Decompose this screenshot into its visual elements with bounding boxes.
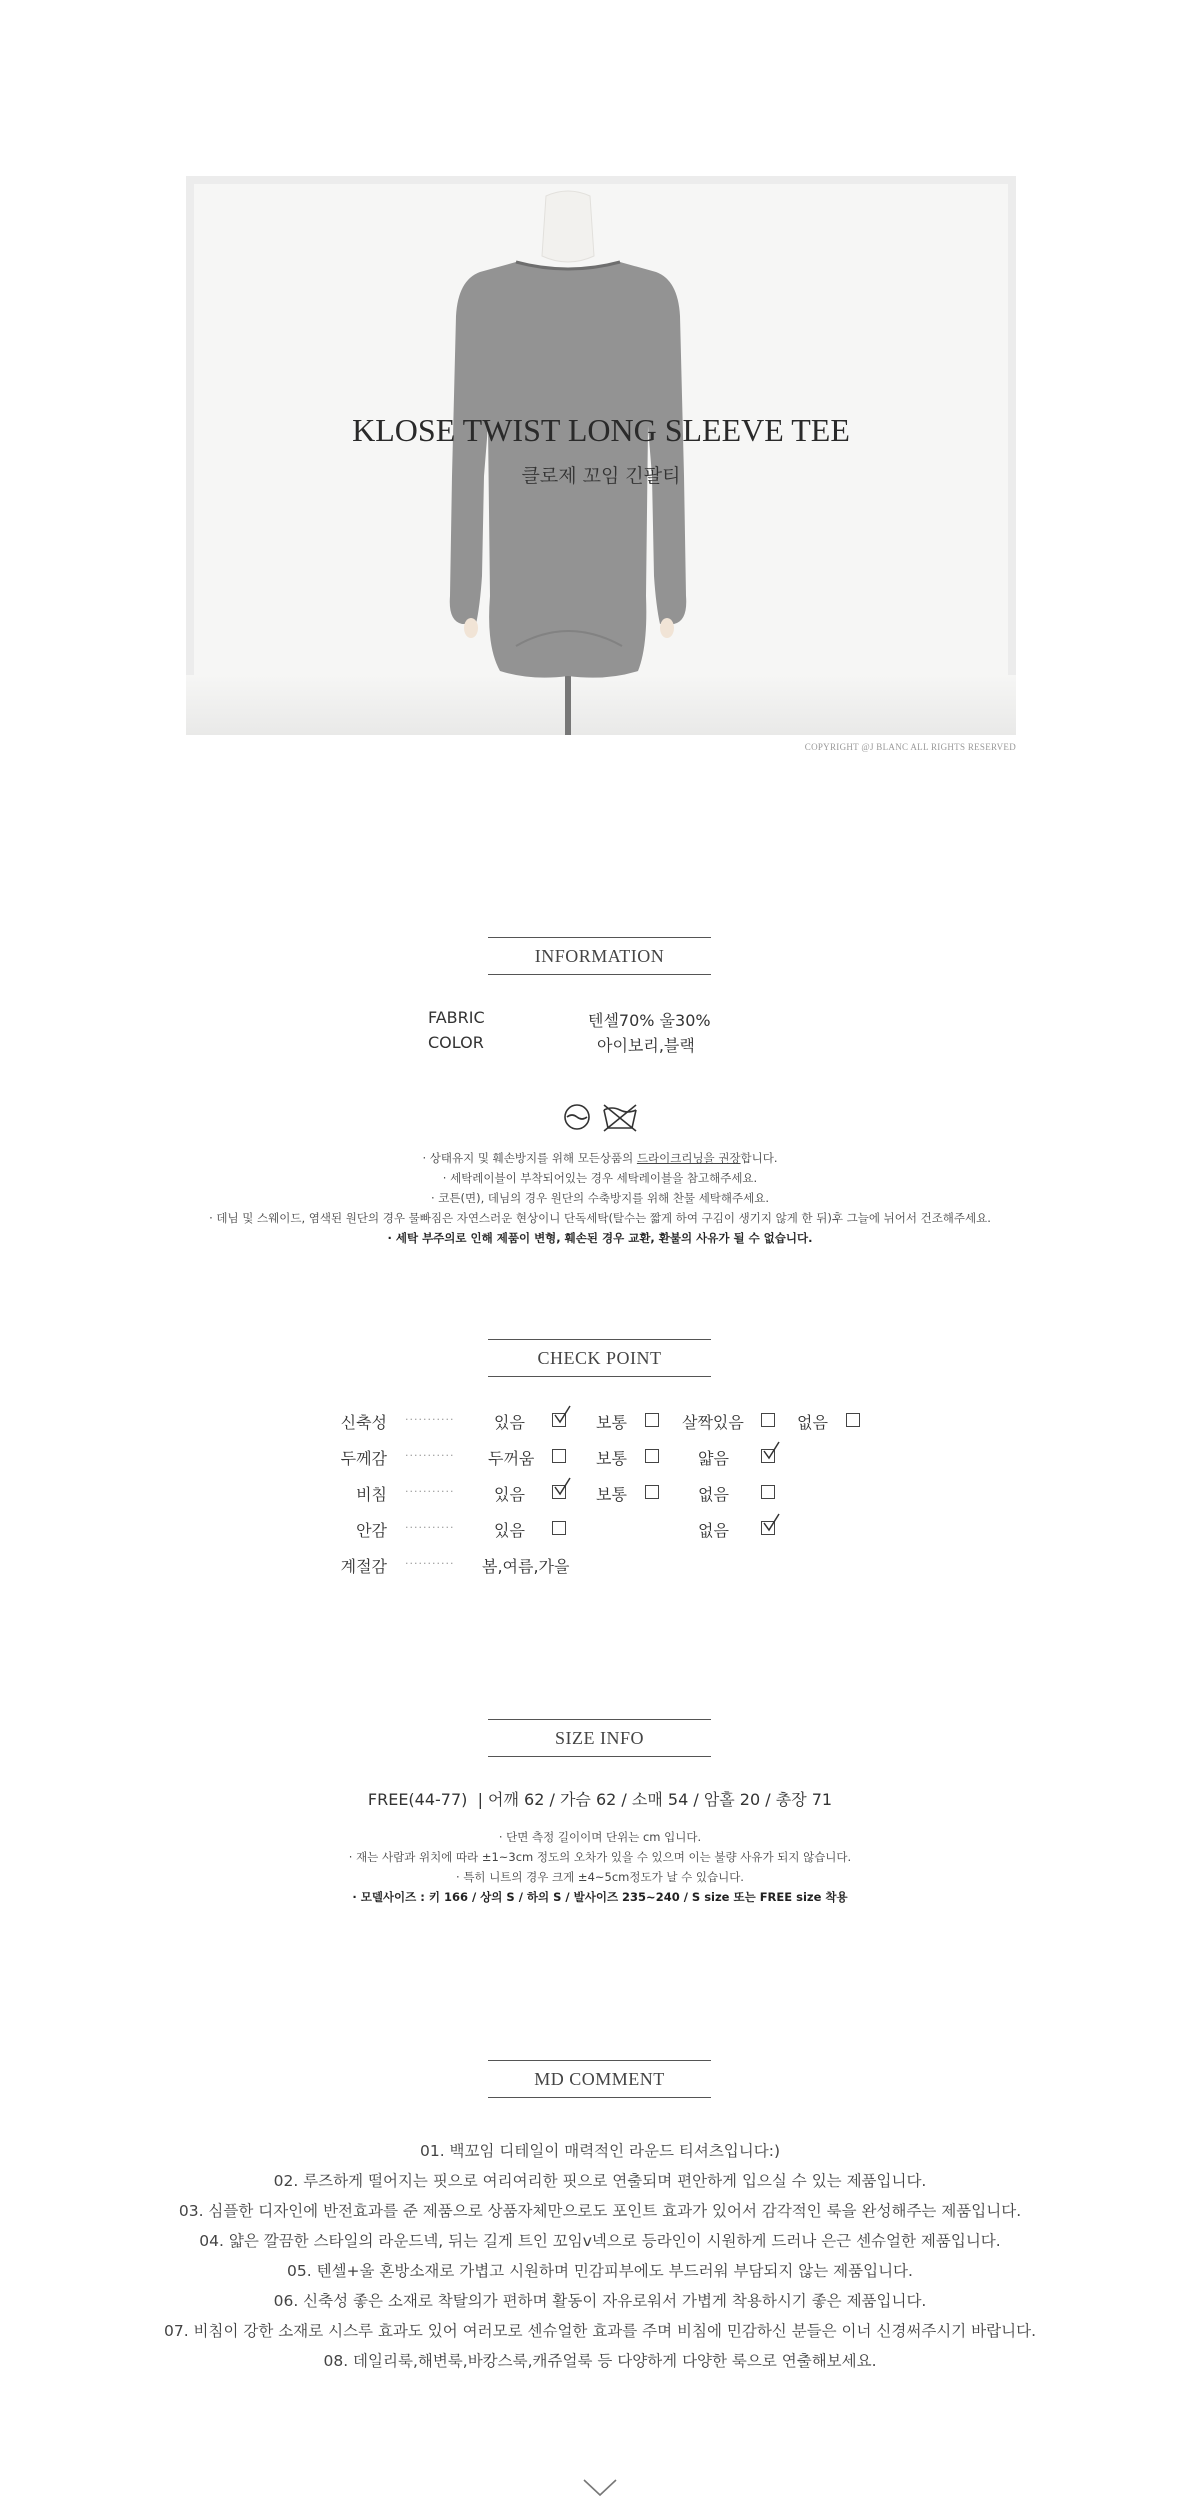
care-note-5: · 세탁 부주의로 인해 제품이 변형, 훼손된 경우 교환, 환불의 사유가 될 수 없습니다. xyxy=(387,1231,813,1245)
mannequin-right-hand xyxy=(660,618,674,638)
cp-checkbox-checked xyxy=(761,1521,775,1535)
cp-category-season: 계절감 xyxy=(340,1557,387,1576)
size-note-3: · 특히 니트의 경우 크게 ±4~5cm정도가 날 수 있습니다. xyxy=(456,1870,744,1884)
cp-dots: ··········· xyxy=(405,1449,455,1462)
fabric-value: 텐셀70% 울30% xyxy=(588,1011,711,1030)
cp-checkbox-checked xyxy=(552,1413,566,1427)
cp-category-sheerness: 비침 xyxy=(356,1485,387,1504)
cp-checkbox-checked xyxy=(761,1449,775,1463)
cp-dots: ··········· xyxy=(405,1557,455,1570)
cp-option-label: 보통 xyxy=(596,1485,627,1504)
md-comment-heading: MD COMMENT xyxy=(488,2060,711,2098)
size-note-1: · 단면 측정 길이이며 단위는 cm 입니다. xyxy=(498,1830,702,1844)
cp-option-label: 살짝있음 xyxy=(682,1413,744,1432)
mannequin-stand xyxy=(565,676,571,735)
cp-option-label: 있음 xyxy=(494,1413,525,1432)
product-subtitle: 클로제 꼬임 긴팔티 xyxy=(521,465,681,487)
color-value: 아이보리,블랙 xyxy=(597,1036,695,1055)
no-machine-wash-icon xyxy=(600,1102,640,1132)
size-note-model: · 모델사이즈 : 키 166 / 상의 S / 하의 S / 발사이즈 235~240 / S size 또는 FREE size 착용 xyxy=(352,1890,848,1904)
cp-category-lining: 안감 xyxy=(356,1521,387,1540)
cp-checkbox xyxy=(552,1521,566,1535)
cp-checkbox xyxy=(645,1485,659,1499)
care-note-4: · 데님 및 스웨이드, 염색된 원단의 경우 물빠짐은 자연스러운 현상이니 단독세탁(탈수는 짧게 하여 구김이 생기지 않게 한 뒤)후 그늘에 뉘어서 건조해주세요. xyxy=(209,1211,991,1225)
cp-option-label: 보통 xyxy=(596,1449,627,1468)
md-comment-line: 02. 루즈하게 떨어지는 핏으로 여리여리한 핏으로 연출되며 편안하게 입으실 수 있는 제품입니다. xyxy=(273,2172,927,2190)
information-heading: INFORMATION xyxy=(488,937,711,975)
cp-option-label: 보통 xyxy=(596,1413,627,1432)
cp-checkbox-checked xyxy=(552,1485,566,1499)
care-note-1: · 상태유지 및 훼손방지를 위해 모든상품의 드라이크리닝을 권장합니다. xyxy=(422,1151,778,1165)
mannequin-left-hand xyxy=(464,618,478,638)
care-note-3: · 코튼(면), 데님의 경우 원단의 수축방지를 위해 찬물 세탁해주세요. xyxy=(430,1191,769,1205)
hand-wash-icon xyxy=(560,1104,594,1130)
cp-dots: ··········· xyxy=(405,1485,455,1498)
copyright-text: COPYRIGHT @J BLANC ALL RIGHTS RESERVED xyxy=(804,742,1016,752)
cp-category-stretch: 신축성 xyxy=(340,1413,387,1432)
size-measurements xyxy=(0,1787,1200,1810)
cp-checkbox xyxy=(552,1449,566,1463)
check-point-heading: CHECK POINT xyxy=(488,1339,711,1377)
md-comment-line: 03. 심플한 디자인에 반전효과를 준 제품으로 상품자체만으로도 포인트 효과가 있어서 감각적인 룩을 완성해주는 제품입니다. xyxy=(178,2202,1022,2220)
cp-dots: ··········· xyxy=(405,1413,455,1426)
size-note-2: · 재는 사람과 위치에 따라 ±1~3cm 정도의 오차가 있을 수 있으며 이는 불량 사유가 되지 않습니다. xyxy=(348,1850,852,1864)
product-title: KLOSE TWIST LONG SLEEVE TEE xyxy=(352,412,850,448)
cp-option-label: 있음 xyxy=(494,1485,525,1504)
cp-category-thickness: 두께감 xyxy=(340,1449,387,1468)
cp-checkbox xyxy=(846,1413,860,1427)
fabric-label: FABRIC xyxy=(428,1008,485,1027)
care-note-2: · 세탁레이블이 부착되어있는 경우 세탁레이블을 참고해주세요. xyxy=(442,1171,758,1185)
cp-checkbox xyxy=(645,1449,659,1463)
cp-dots: ··········· xyxy=(405,1521,455,1534)
mannequin-neck xyxy=(542,191,594,262)
chevron-down-icon xyxy=(582,2478,618,2502)
color-label: COLOR xyxy=(428,1033,484,1052)
md-comment-line: 04. 얇은 깔끔한 스타일의 라운드넥, 뒤는 길게 트인 꼬임v넥으로 등라인이 시원하게 드러나 은근 센슈얼한 제품입니다. xyxy=(199,2232,1001,2250)
size-values: | 어깨 62 / 가슴 62 / 소매 54 / 암홀 20 / 총장 71 xyxy=(477,1790,833,1809)
size-info-heading: SIZE INFO xyxy=(488,1719,711,1757)
size-label: FREE(44-77) xyxy=(367,1790,468,1809)
md-comment-line: 08. 데일리룩,해변룩,바캉스룩,캐쥬얼룩 등 다양하게 다양한 룩으로 연출해보세요. xyxy=(323,2352,877,2370)
cp-checkbox xyxy=(761,1485,775,1499)
md-comment-line: 06. 신축성 좋은 소재로 착탈의가 편하며 활동이 자유로워서 가볍게 착용하시기 좋은 제품입니다. xyxy=(273,2292,927,2310)
cp-option-label: 두꺼움 xyxy=(488,1449,535,1468)
cp-option-label: 있음 xyxy=(494,1521,525,1540)
cp-option-label: 없음 xyxy=(797,1413,828,1432)
md-comment-line: 07. 비침이 강한 소재로 시스루 효과도 있어 여러모로 센슈얼한 효과를 주며 비침에 민감하신 분들은 이너 신경써주시기 바랍니다. xyxy=(163,2322,1037,2340)
cp-checkbox xyxy=(645,1413,659,1427)
hero-product-image xyxy=(186,176,1016,735)
cp-option-label: 없음 xyxy=(698,1485,729,1504)
md-comment-line: 01. 백꼬임 디테일이 매력적인 라운드 티셔츠입니다:) xyxy=(419,2142,781,2160)
mannequin-tee-illustration xyxy=(186,176,1016,735)
cp-season-value: 봄,여름,가을 xyxy=(482,1557,570,1576)
cp-option-label: 얇음 xyxy=(698,1449,729,1468)
md-comment-line: 05. 텐셀+울 혼방소재로 가볍고 시원하며 민감피부에도 부드러워 부담되지 않는 제품입니다. xyxy=(287,2262,913,2280)
cp-checkbox xyxy=(761,1413,775,1427)
cp-option-label: 없음 xyxy=(698,1521,729,1540)
